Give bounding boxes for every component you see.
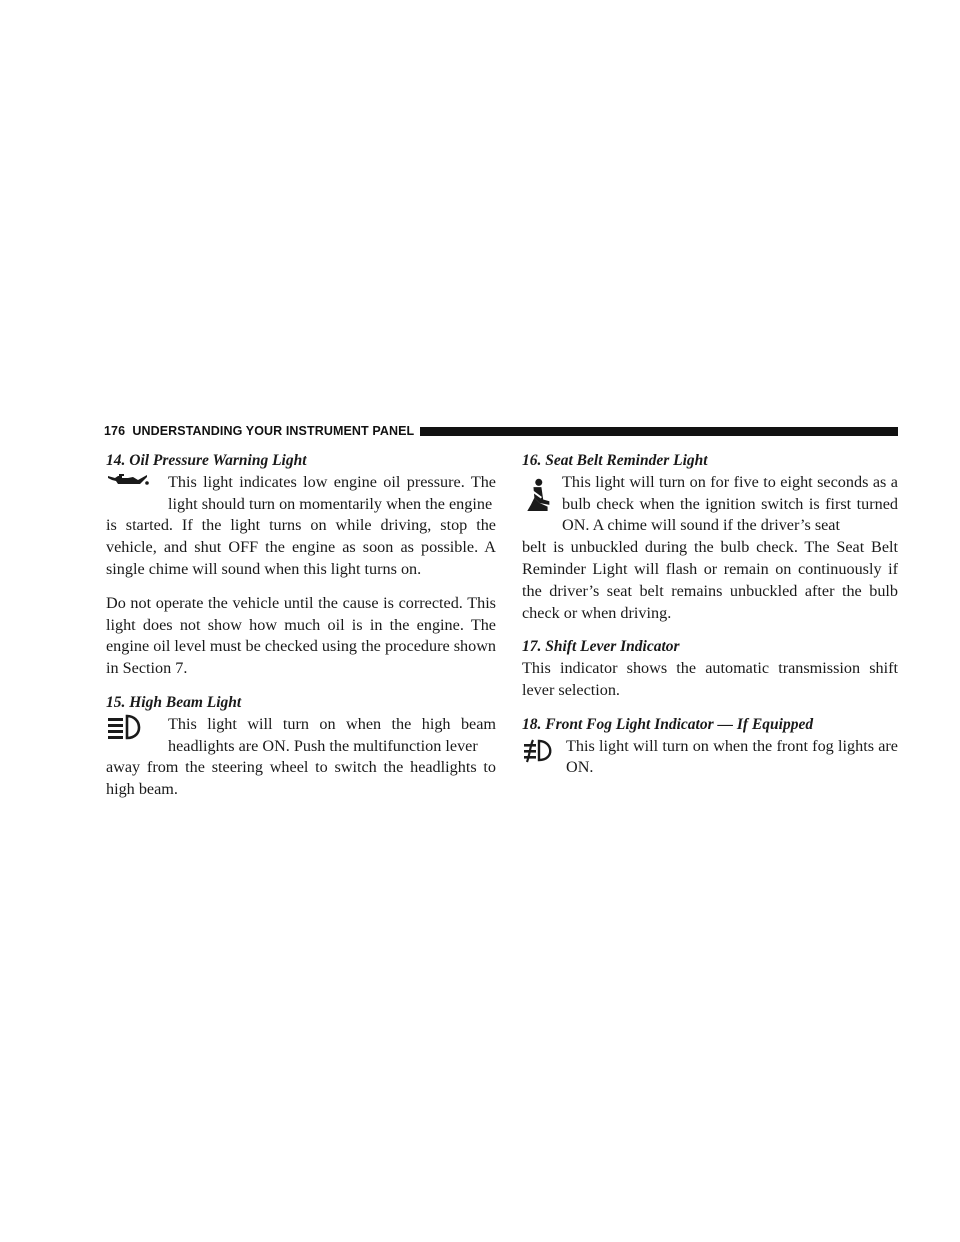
left-column xyxy=(106,450,496,813)
icon-side-text: This light will turn on for five to eight seconds as a bulb check when the ignition switch is first turned ON. A chime will sound if the driver’s seat xyxy=(562,472,898,535)
high-beam-icon xyxy=(106,714,168,758)
icon-side-text: This light indicates low engine oil pressure. The light should turn on momentarily when the engine xyxy=(168,472,496,513)
front-fog-light-icon xyxy=(522,736,566,780)
section-heading: 15. High Beam Light xyxy=(106,693,242,711)
section-heading: 18. Front Fog Light Indicator — If Equipped xyxy=(522,715,814,733)
header-rule xyxy=(420,427,898,436)
section-oil-pressure xyxy=(106,450,496,581)
icon-row xyxy=(106,714,496,758)
oil-can-icon xyxy=(106,472,168,516)
chapter-title: UNDERSTANDING YOUR INSTRUMENT PANEL xyxy=(132,424,415,438)
section-heading: 16. Seat Belt Reminder Light xyxy=(522,452,708,469)
section-shift-lever xyxy=(522,636,898,701)
page-number: 176 xyxy=(104,424,126,438)
section-oil-pressure-note xyxy=(106,593,496,680)
section-seat-belt xyxy=(522,450,898,624)
section-high-beam xyxy=(106,692,496,801)
section-body: belt is unbuckled during the bulb check. The Seat Belt Reminder Light will flash or remain on continuously if the driver’s seat belt remains unbuckled after the bulb check or when driving. xyxy=(522,538,898,622)
icon-row xyxy=(106,472,496,516)
section-paragraph: Do not operate the vehicle until the cause is corrected. This light does not show how much oil is in the engine. The engine oil level must be checked using the procedure shown in Section 7. xyxy=(106,593,496,678)
section-front-fog xyxy=(522,714,898,779)
icon-row xyxy=(522,736,898,780)
section-body: away from the steering wheel to switch the headlights to high beam. xyxy=(106,758,496,799)
page-header xyxy=(104,422,898,440)
page-header-text xyxy=(104,424,414,438)
section-heading: 17. Shift Lever Indicator xyxy=(522,638,680,656)
icon-side-text: This light will turn on when the front fog lights are ON. xyxy=(566,736,898,777)
right-column xyxy=(522,450,898,791)
icon-side-text: This light will turn on when the high beam headlights are ON. Push the multifunction lever xyxy=(168,714,496,755)
section-body: is started. If the light turns on while driving, stop the vehicle, and shut OFF the engine as soon as possible. A single chime will sound when this light turns on. xyxy=(106,516,496,578)
icon-row xyxy=(522,472,898,537)
section-heading: 14. Oil Pressure Warning Light xyxy=(106,452,307,469)
seat-belt-icon xyxy=(522,472,552,537)
section-body: This indicator shows the automatic transmission shift lever selection. xyxy=(522,659,898,699)
